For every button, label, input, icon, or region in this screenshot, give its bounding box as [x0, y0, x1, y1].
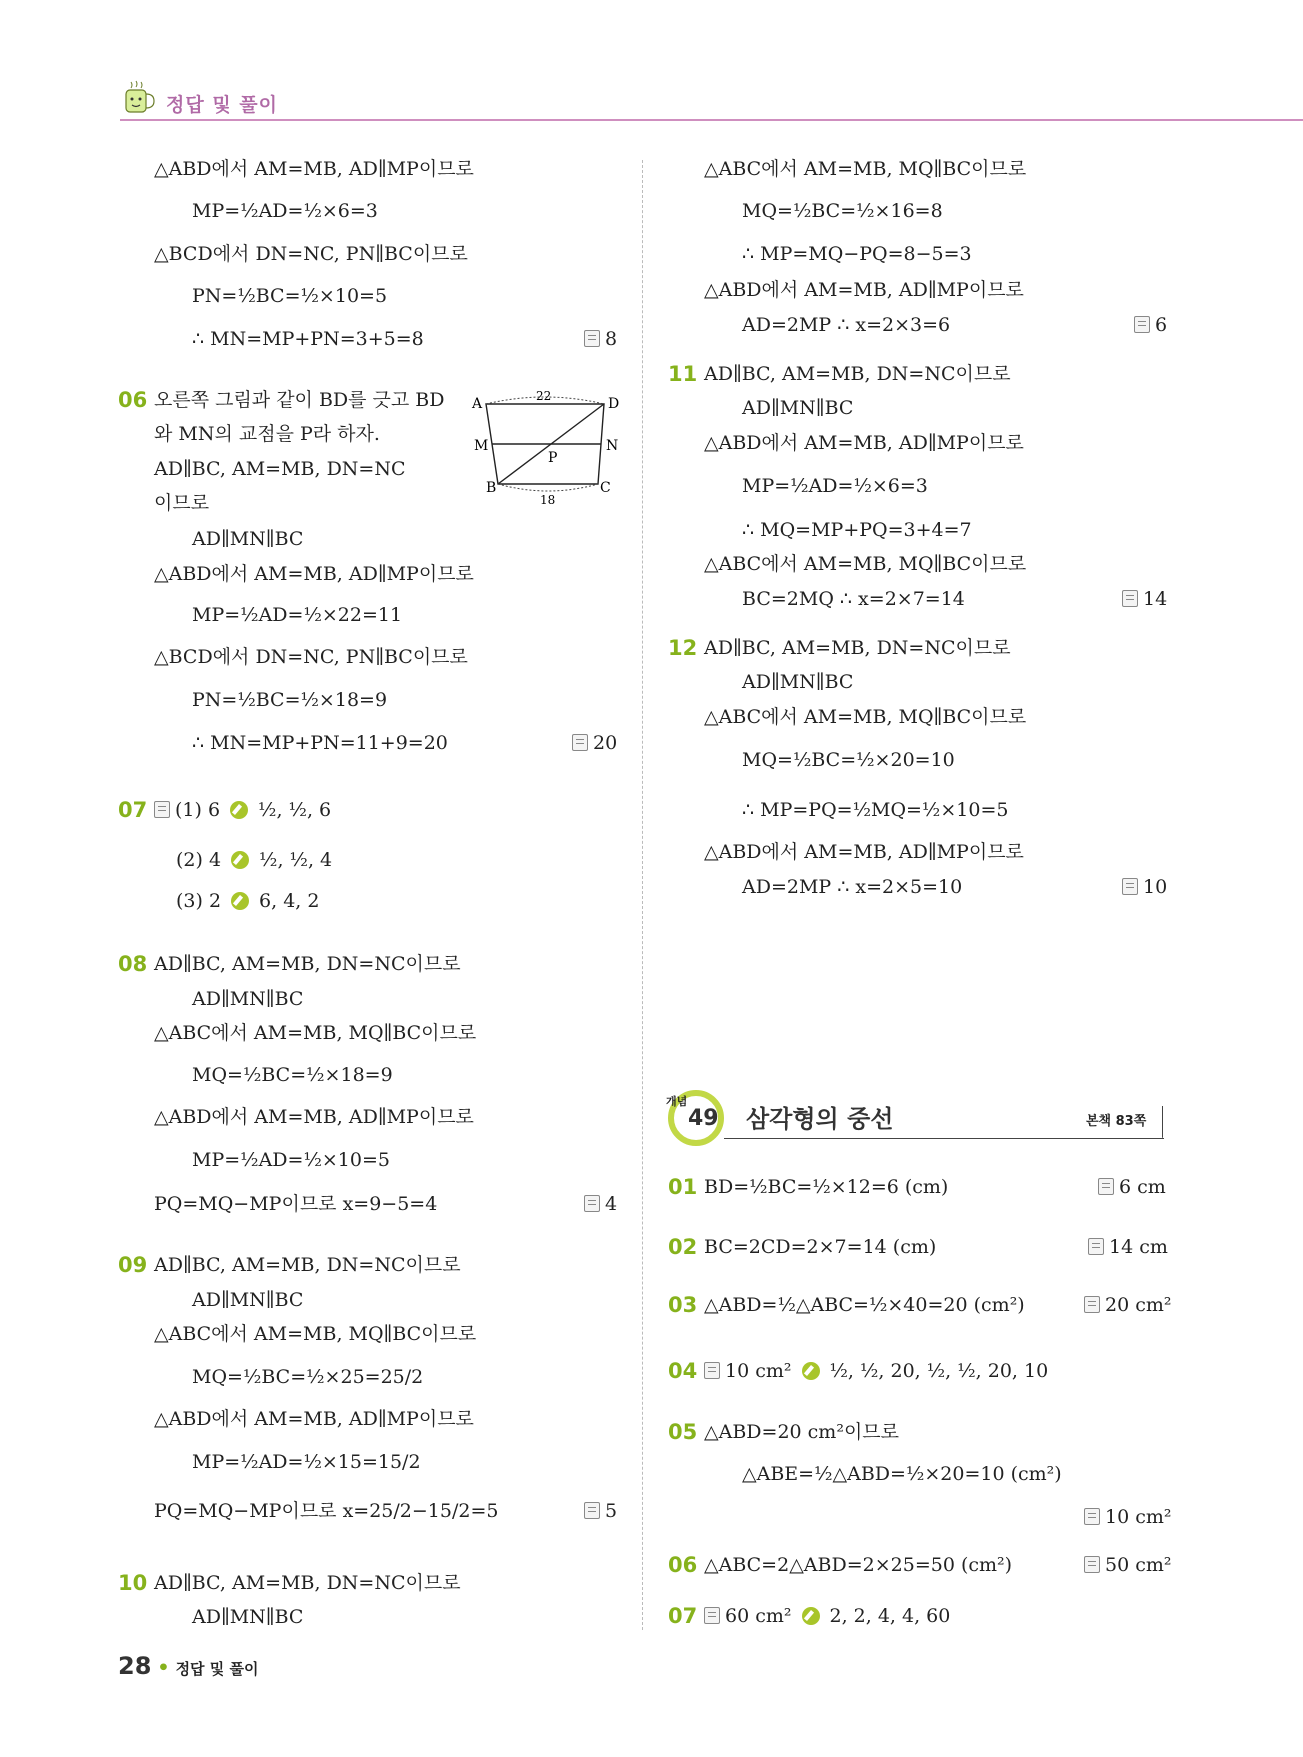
sol12-line7: AD=2MP ∴ x=2×5=10: [742, 876, 963, 898]
sol06-line4: 이므로: [154, 492, 210, 514]
sol06-line8: △BCD에서 DN=NC, PN∥BC이므로: [154, 646, 468, 668]
problem-number: 09: [118, 1253, 148, 1277]
sol09-line1: AD∥BC, AM=MB, DN=NC이므로: [154, 1254, 461, 1276]
sol11-line2: AD∥MN∥BC: [742, 397, 854, 419]
answer-icon: [584, 330, 600, 347]
problem-number: 05: [668, 1420, 698, 1444]
label-C: C: [600, 480, 611, 496]
sol11-line6: △ABC에서 AM=MB, MQ∥BC이므로: [704, 553, 1027, 575]
problem-number: 08: [118, 952, 148, 976]
answer-icon: [154, 801, 170, 818]
problem-number: 02: [668, 1235, 698, 1259]
sol07-part2: (2) 4 ½, ½, 4: [176, 849, 333, 871]
sol10-line1: AD∥BC, AM=MB, DN=NC이므로: [154, 1572, 461, 1594]
page-number: 28: [118, 1652, 152, 1680]
sol05-line4: PN=½BC=½×10=5: [192, 285, 388, 307]
sol06-line5: AD∥MN∥BC: [192, 528, 304, 550]
sol12-line4: MQ=½BC=½×20=10: [742, 749, 955, 771]
sol12-line2: AD∥MN∥BC: [742, 671, 854, 693]
sol06-line9: PN=½BC=½×18=9: [192, 689, 388, 711]
sol07-part1: (1) 6 ½, ½, 6: [154, 796, 331, 824]
problem-number: 04: [668, 1359, 698, 1383]
pencil-icon: [802, 1362, 820, 1380]
answer-icon: [1098, 1178, 1114, 1195]
sol12-line6: △ABD에서 AM=MB, AD∥MP이므로: [704, 841, 1024, 863]
label-M: M: [474, 438, 489, 454]
sol11-line4: MP=½AD=½×6=3: [742, 475, 928, 497]
sol09-line2: AD∥MN∥BC: [192, 1289, 304, 1311]
sol05-line5: ∴ MN=MP+PN=3+5=8: [192, 328, 424, 350]
sol08-line2: AD∥MN∥BC: [192, 988, 304, 1010]
sol08-line7: PQ=MQ−MP이므로 x=9−5=4: [154, 1193, 438, 1215]
label-B: B: [486, 480, 497, 496]
sol11-line3: △ABD에서 AM=MB, AD∥MP이므로: [704, 432, 1024, 454]
problem-number: 01: [668, 1175, 698, 1199]
column-divider: [642, 160, 643, 1630]
s06-text: △ABC=2△ABD=2×25=50 (cm²): [704, 1554, 1013, 1576]
pencil-icon: [802, 1607, 820, 1625]
sol06-line7: MP=½AD=½×22=11: [192, 604, 403, 626]
page-header: [118, 84, 1303, 118]
section-underline: [724, 1138, 1164, 1139]
pencil-icon: [231, 892, 249, 910]
problem-number: 07: [668, 1604, 698, 1628]
problem-number: 11: [668, 362, 698, 386]
section-number: 49: [688, 1106, 719, 1131]
footer-bullet: •: [157, 1657, 170, 1679]
sol05-line1: △ABD에서 AM=MB, AD∥MP이므로: [154, 158, 474, 180]
answer-icon: [1088, 1238, 1104, 1255]
s07-text: 60 cm² 2, 2, 4, 4, 60: [704, 1602, 950, 1630]
problem-number: 06: [668, 1553, 698, 1577]
answer-s05: 10 cm²: [1084, 1503, 1172, 1531]
problem-number: 12: [668, 636, 698, 660]
answer-11: 14: [1122, 585, 1167, 613]
s01-text: BD=½BC=½×12=6 (cm): [704, 1176, 949, 1198]
s02-text: BC=2CD=2×7=14 (cm): [704, 1236, 937, 1258]
sol09-line4: MQ=½BC=½×25=25/2: [192, 1366, 424, 1388]
sol11-line1: AD∥BC, AM=MB, DN=NC이므로: [704, 363, 1011, 385]
s05-line2: △ABE=½△ABD=½×20=10 (cm²): [742, 1463, 1062, 1485]
answer-icon: [704, 1362, 720, 1379]
sol10-line3: △ABC에서 AM=MB, MQ∥BC이므로: [704, 158, 1027, 180]
sol10-line6: △ABD에서 AM=MB, AD∥MP이므로: [704, 279, 1024, 301]
answer-icon: [584, 1195, 600, 1212]
sol08-line6: MP=½AD=½×10=5: [192, 1149, 390, 1171]
sol12-line5: ∴ MP=PQ=½MQ=½×10=5: [742, 799, 1009, 821]
sol08-line3: △ABC에서 AM=MB, MQ∥BC이므로: [154, 1022, 477, 1044]
sol11-line5: ∴ MQ=MP+PQ=3+4=7: [742, 519, 972, 541]
sol08-line5: △ABD에서 AM=MB, AD∥MP이므로: [154, 1106, 474, 1128]
sol09-line7: PQ=MQ−MP이므로 x=25/2−15/2=5: [154, 1500, 499, 1522]
section-bracket: [1162, 1106, 1163, 1138]
label-P: P: [548, 450, 558, 466]
trapezoid-figure: [466, 388, 626, 506]
answer-icon: [1122, 590, 1138, 607]
answer-icon: [1084, 1296, 1100, 1313]
sol11-line7: BC=2MQ ∴ x=2×7=14: [742, 588, 965, 610]
answer-icon: [572, 734, 588, 751]
s03-text: △ABD=½△ABC=½×40=20 (cm²): [704, 1294, 1025, 1316]
problem-number: 03: [668, 1293, 698, 1317]
sol05-line2: MP=½AD=½×6=3: [192, 200, 378, 222]
answer-icon: [1084, 1556, 1100, 1573]
label-top-length: 22: [536, 389, 552, 403]
sol06-line6: △ABD에서 AM=MB, AD∥MP이므로: [154, 563, 474, 585]
cup-mascot-icon: [118, 78, 158, 116]
answer-06: 20: [572, 729, 617, 757]
pencil-icon: [231, 851, 249, 869]
sol06-line2: 와 MN의 교점을 P라 하자.: [154, 423, 380, 445]
answer-s01: 6 cm: [1098, 1173, 1166, 1201]
s05-line1: △ABD=20 cm²이므로: [704, 1421, 900, 1443]
section-badge-label: 개념: [666, 1095, 688, 1108]
page-footer: [118, 1652, 258, 1680]
answer-icon: [704, 1607, 720, 1624]
answer-icon: [584, 1502, 600, 1519]
sol09-line3: △ABC에서 AM=MB, MQ∥BC이므로: [154, 1323, 477, 1345]
label-bottom-length: 18: [540, 493, 556, 506]
sol10-line5: ∴ MP=MQ−PQ=8−5=3: [742, 243, 972, 265]
label-A: A: [472, 396, 483, 412]
sol09-line6: MP=½AD=½×15=15/2: [192, 1451, 421, 1473]
sol08-line1: AD∥BC, AM=MB, DN=NC이므로: [154, 953, 461, 975]
sol05-line3: △BCD에서 DN=NC, PN∥BC이므로: [154, 243, 468, 265]
sol10-line4: MQ=½BC=½×16=8: [742, 200, 943, 222]
sol12-line3: △ABC에서 AM=MB, MQ∥BC이므로: [704, 706, 1027, 728]
answer-icon: [1122, 878, 1138, 895]
sol10-line2: AD∥MN∥BC: [192, 1606, 304, 1628]
sol09-line5: △ABD에서 AM=MB, AD∥MP이므로: [154, 1408, 474, 1430]
sol07-part3: (3) 2 6, 4, 2: [176, 890, 320, 912]
answer-s06: 50 cm²: [1084, 1551, 1172, 1579]
sol06-line10: ∴ MN=MP+PN=11+9=20: [192, 732, 448, 754]
problem-number: 06: [118, 388, 148, 412]
label-N: N: [606, 438, 619, 454]
footer-label: 정답 및 풀이: [175, 1660, 259, 1678]
section-title: 삼각형의 중선: [746, 1105, 894, 1133]
problem-number: 10: [118, 1571, 148, 1595]
answer-icon: [1084, 1508, 1100, 1525]
page-title: 정답 및 풀이: [166, 94, 278, 116]
answer-05: 8: [584, 325, 617, 353]
header-rule: [120, 119, 1303, 121]
sol08-line4: MQ=½BC=½×18=9: [192, 1064, 393, 1086]
label-D: D: [608, 396, 620, 412]
sol06-line1: 오른쪽 그림과 같이 BD를 긋고 BD: [154, 389, 445, 411]
sol06-line3: AD∥BC, AM=MB, DN=NC: [154, 458, 406, 480]
sol10-line7: AD=2MP ∴ x=2×3=6: [742, 314, 951, 336]
section-reference: 본책 83쪽: [1086, 1114, 1147, 1129]
pencil-icon: [230, 801, 248, 819]
answer-s03: 20 cm²: [1084, 1291, 1172, 1319]
answer-08: 4: [584, 1190, 617, 1218]
answer-10: 6: [1134, 311, 1167, 339]
answer-09: 5: [584, 1497, 617, 1525]
answer-icon: [1134, 316, 1150, 333]
sol12-line1: AD∥BC, AM=MB, DN=NC이므로: [704, 637, 1011, 659]
answer-s02: 14 cm: [1088, 1233, 1168, 1261]
problem-number: 07: [118, 798, 148, 822]
answer-12: 10: [1122, 873, 1167, 901]
s04-text: 10 cm² ½, ½, 20, ½, ½, 20, 10: [704, 1357, 1048, 1385]
